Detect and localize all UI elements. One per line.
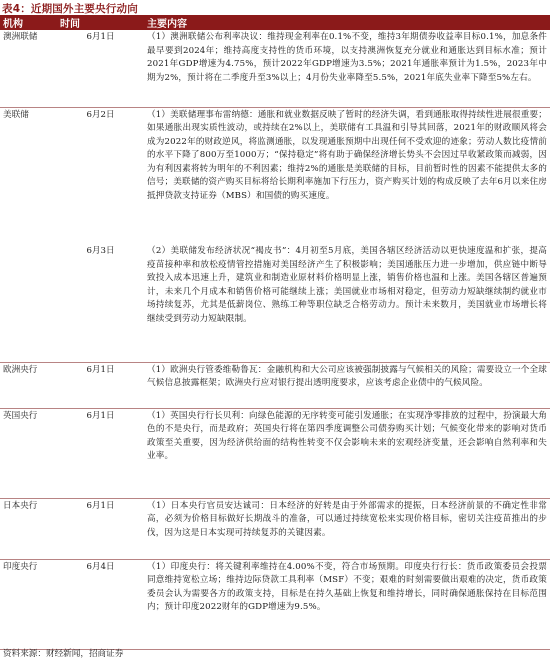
institution-cell: 美联储 (3, 109, 29, 120)
table-header-row (0, 15, 550, 30)
content-cell: （1）印度央行：将关键利率维持在4.00%不变，符合市场预期。印度央行行长：货币政策委员会投票同意维持宽松立场；维持边际贷款工具利率（MSF）不变；艰难的时刻需要做出艰难的决定，货币政策委员会认为需要各方的政策支持，目标是在持久基础上恢复和维持增长，同时确保通胀保持在目标范围内；预计印度2022财年的GDP增速为9.5%。 (144, 559, 550, 649)
header-institution: 机构 (0, 15, 57, 30)
table-row (0, 559, 550, 649)
date-cell: 6月3日 (57, 244, 144, 362)
header-content: 主要内容 (144, 15, 550, 30)
institution-cell: 印度央行 (0, 559, 57, 649)
table-row (0, 107, 550, 244)
content-cell: （1）澳洲联储公布利率决议：维持现金利率在0.1%不变，维持3年期债券收益率目标0.1%，加息条件最早要到2024年；维持高度支持性的货币环境，以支持澳洲恢复充分就业和通胀达到目标水准；预计2021年GDP增速为4.75%，预计2022年GDP增速为3.5%；2021年通胀率预计为1.5%，2023年中期为2%，预计将在二季度升至3%以上；4月份失业率降至5.5%，2021年底失业率下降至5%左右。 (144, 30, 550, 107)
institution-cell: 英国央行 (0, 408, 57, 498)
institution-cell: 日本央行 (0, 498, 57, 559)
date-cell: 6月1日 (57, 362, 144, 408)
content-cell: （1）英国央行行长贝利：向绿色能源的无序转变可能引发通胀；在实现净零排放的过程中，扮演最大角色的不是央行，而是政府；英国央行将在第四季度调整公司债券购买计划；气候变化带来的影响对货币政策至关重要，因为经济供给面的结构性转变不仅会影响未来的宏观经济变量，还会影响自然利率和失业率。 (144, 408, 550, 498)
table-row (0, 498, 550, 559)
table-title: 表4：近期国外主要央行动向 (2, 3, 138, 15)
date-cell: 6月1日 (57, 498, 144, 559)
institution-cell (0, 244, 57, 362)
date-cell: 6月4日 (57, 559, 144, 649)
table-row (0, 244, 550, 362)
content-cell: （1）日本央行官员安达诚司：日本经济的好转是由于外部需求的提振，日本经济前景的不确定性非常高，必须为价格目标做好长期战斗的准备，可以通过持续宽松来实现价格目标，密切关注疫苗推出的步伐，因为这是日本实现可持续复苏的关键因素。 (144, 498, 550, 559)
date-cell: 6月1日 (57, 30, 144, 107)
institution-cell: 欧洲央行 (0, 362, 57, 408)
source-note: 资料来源：财经新闻，招商证券 (3, 649, 124, 659)
content-cell: （2）美联储发布经济状况“褐皮书”：4月初至5月底，美国各辖区经济活动以更快速度温和扩张，提高疫苗接种率和放松疫情管控措施对美国经济产生了积极影响；美国通胀压力进一步增加，供应链中断导致投入成本迅速上升，建筑业和制造业原材料价格明显上涨，销售价格也温和上涨。美国各辖区普遍预计，未来几个月成本和销售价格可能继续上涨；美国就业市场相对稳定，但劳动力短缺继续制约就业市场持续复苏，尤其是低薪岗位、熟练工种等职位缺乏合格劳动力。预计未来数月，美国就业市场增长将继续受到劳动力短缺限制。 (144, 244, 550, 362)
content-cell: （1）美联储理事布雷纳德：通胀和就业数据反映了暂时的经济失调，看到通胀取得持续性进展很重要；如果通胀出现实质性波动，或持续在2%以上，美联储有工具温和引导其回落，2021年的财政顺风将会成为2022年的财政逆风，将监测通胀，以发现通胀预期中出现任何不受欢迎的迹象；劳动人数比疫情前的水平下降了800万至1000万；“保持稳定”将有助于确保经济增长势头不会因过早收紧政策而减弱，因为有利因素将转为明年的不利因素；维持2%的通胀是美联储的目标，目前暂时性的因素不能提供太多的信号；美联储的资产购买目标将给长期利率施加下行压力，资产购买计划的构成反映了去年6月以来住房抵押贷款支持证券（MBS）和国债的购买速度。 (147, 109, 547, 202)
content-cell: （1）欧洲央行管委维勒鲁瓦：金融机构和大公司应该被强制披露与气候相关的风险；需要设立一个全球气候信息披露框架；欧洲央行应对银行提出透明度要求，应该考虑企业债中的气候风险。 (144, 362, 550, 408)
date-cell: 6月2日 (86, 109, 115, 120)
header-date: 时间 (57, 15, 144, 30)
institution-cell: 澳洲联储 (0, 30, 57, 107)
table-row (0, 408, 550, 498)
table-row (0, 30, 550, 107)
table-row (0, 362, 550, 408)
date-cell: 6月1日 (57, 408, 144, 498)
central-bank-table (0, 15, 550, 650)
